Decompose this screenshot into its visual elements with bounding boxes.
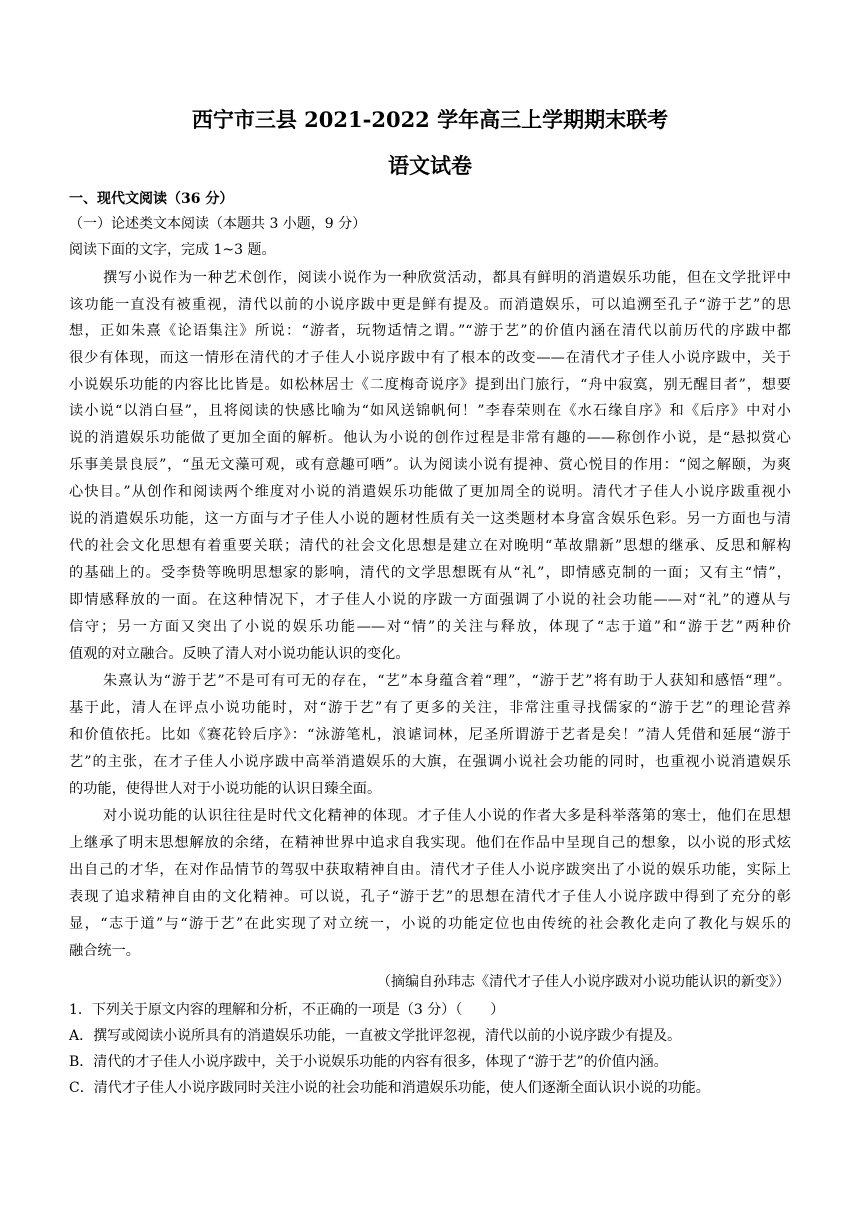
option-a: A．撰写或阅读小说所具有的消遣娱乐功能，一直被文学批评忽视，清代以前的小说序跋少有提及。	[69, 1028, 682, 1044]
option-c: C．清代才子佳人小说序跋同时关注小说的社会功能和消遣娱乐功能，使人们逐渐全面认识小说的功能。	[69, 1080, 710, 1096]
paragraph-line: 说的消遣娱乐功能做了更加全面的解析。他认为小说的创作过程是非常有趣的——称创作小说，是“悬拟赏心	[69, 430, 791, 446]
passage-source: （摘编自孙玮志《清代才子佳人小说序跋对小说功能认识的新变》）	[377, 974, 790, 990]
exam-subtitle: 语文试卷	[388, 153, 472, 178]
paragraph-line: 对小说功能的认识往往是时代文化精神的体现。才子佳人小说的作者大多是科举落第的寒士，他们在思想	[103, 808, 791, 824]
paragraph-line: 乐事美景良辰”，“虽无文藻可观，或有意趣可哂”。认为阅读小说有提神、赏心悦目的作用：“阅之解颐，为爽	[69, 457, 791, 473]
paragraph-line: 出自己的才华，在对作品情节的驾驭中获取精神自由。清代才子佳人小说序跋突出了小说的娱乐功能，实际上	[69, 862, 791, 878]
paragraph-line: 和价值依托。比如《赛花铃后序》：“泳游笔札，浪谑词林，尼圣所谓游于艺者是矣！”清人凭借和延展“游于	[69, 727, 791, 743]
paragraph-line: 该功能一直没有被重视，清代以前的小说序跋中更是鲜有提及。而消遣娱乐，可以追溯至孔子“游于艺”的思	[69, 297, 791, 313]
paragraph-line: 融合统一。	[69, 943, 140, 959]
paragraph-line: 即情感释放的一面。在这种情况下，才子佳人小说的序跋一方面强调了小说的社会功能——对“礼”的遵从与	[69, 592, 791, 608]
paragraph-line: 值观的对立融合。反映了清人对小说功能认识的变化。	[69, 646, 410, 662]
paragraph-line: 信守；另一方面又突出了小说的娱乐功能——对“情”的关注与释放，体现了“志于道”和“游于艺”两种价	[69, 619, 791, 635]
question-stem: 1．下列关于原文内容的理解和分析，不正确的一项是（3 分）（ ）	[69, 1002, 505, 1018]
paragraph-line: 显，“志于道”与“游于艺”在此实现了对立统一，小说的功能定位也由传统的社会教化走向了教化与娱乐的	[69, 916, 791, 932]
paragraph-line: 艺”的主张，在才子佳人小说序跋中高举消遣娱乐的大旗，在强调小说社会功能的同时，也重视小说消遣娱乐	[69, 754, 791, 770]
reading-instruction: 阅读下面的文字，完成 1~3 题。	[69, 242, 276, 258]
paragraph-line: 很少有体现，而这一情形在清代的才子佳人小说序跋中有了根本的改变——在清代才子佳人小说序跋中，关于	[69, 350, 791, 366]
option-b: B．清代的才子佳人小说序跋中，关于小说娱乐功能的内容有很多，体现了“游于艺”的价值内涵。	[69, 1054, 668, 1070]
exam-title: 西宁市三县 2021-2022 学年高三上学期期末联考	[191, 107, 669, 132]
paragraph-line: 表现了追求精神自由的文化精神。可以说，孔子“游于艺”的思想在清代才子佳人小说序跋中得到了充分的彰	[69, 889, 791, 905]
paragraph-line: 的基础上的。受李贽等晚明思想家的影响，清代的文学思想既有从“礼”，即情感克制的一面；又有主“情”，	[69, 565, 791, 581]
paragraph-line: 代的社会文化思想有着重要关联；清代的社会文化思想是建立在对晚明“革故鼎新”思想的继承、反思和解构	[69, 538, 791, 554]
paragraph-line: 读小说“以消白昼”，且将阅读的快感比喻为“如风送锦帆何！”李春荣则在《水石缘自序》和《后序》中对小	[69, 403, 791, 419]
paragraph-line: 想，正如朱熹《论语集注》所说：“游者，玩物适情之谓。”“游于艺”的价值内涵在清代以前历代的序跋中都	[69, 323, 791, 339]
paragraph-line: 基于此，清人在评点小说功能时，对“游于艺”有了更多的关注，非常注重寻找儒家的“游于艺”的理论营养	[69, 700, 791, 716]
paragraph-line: 小说娱乐功能的内容比比皆是。如松林居士《二度梅奇说序》提到出门旅行，“舟中寂寞，别无醒目者”，想要	[69, 377, 791, 393]
paragraph-line: 心快目。”从创作和阅读两个维度对小说的消遣娱乐功能做了更加周全的说明。清代才子佳人小说序跋重视小	[69, 484, 791, 500]
paragraph-line: 撰写小说作为一种艺术创作，阅读小说作为一种欣赏活动，都具有鲜明的消遣娱乐功能，但在文学批评中	[103, 270, 791, 286]
paragraph-line: 的功能，使得世人对于小说功能的认识日臻全面。	[69, 781, 382, 797]
paragraph-line: 朱熹认为“游于艺”不是可有可无的存在，“艺”本身蕴含着“理”，“游于艺”将有助于人获知和感悟“理”。	[103, 673, 791, 689]
paragraph-line: 说的消遣娱乐功能，这一方面与才子佳人小说的题材性质有关一这类题材本身富含娱乐色彩。另一方面也与清	[69, 511, 791, 527]
paragraph-line: 上继承了明末思想解放的余绪，在精神世界中追求自我实现。他们在作品中呈现自己的想象，以小说的形式炫	[69, 835, 791, 851]
sub-section-heading: （一）论述类文本阅读（本题共 3 小题，9 分）	[69, 216, 367, 232]
section-heading: 一、现代文阅读（36 分）	[69, 191, 234, 207]
